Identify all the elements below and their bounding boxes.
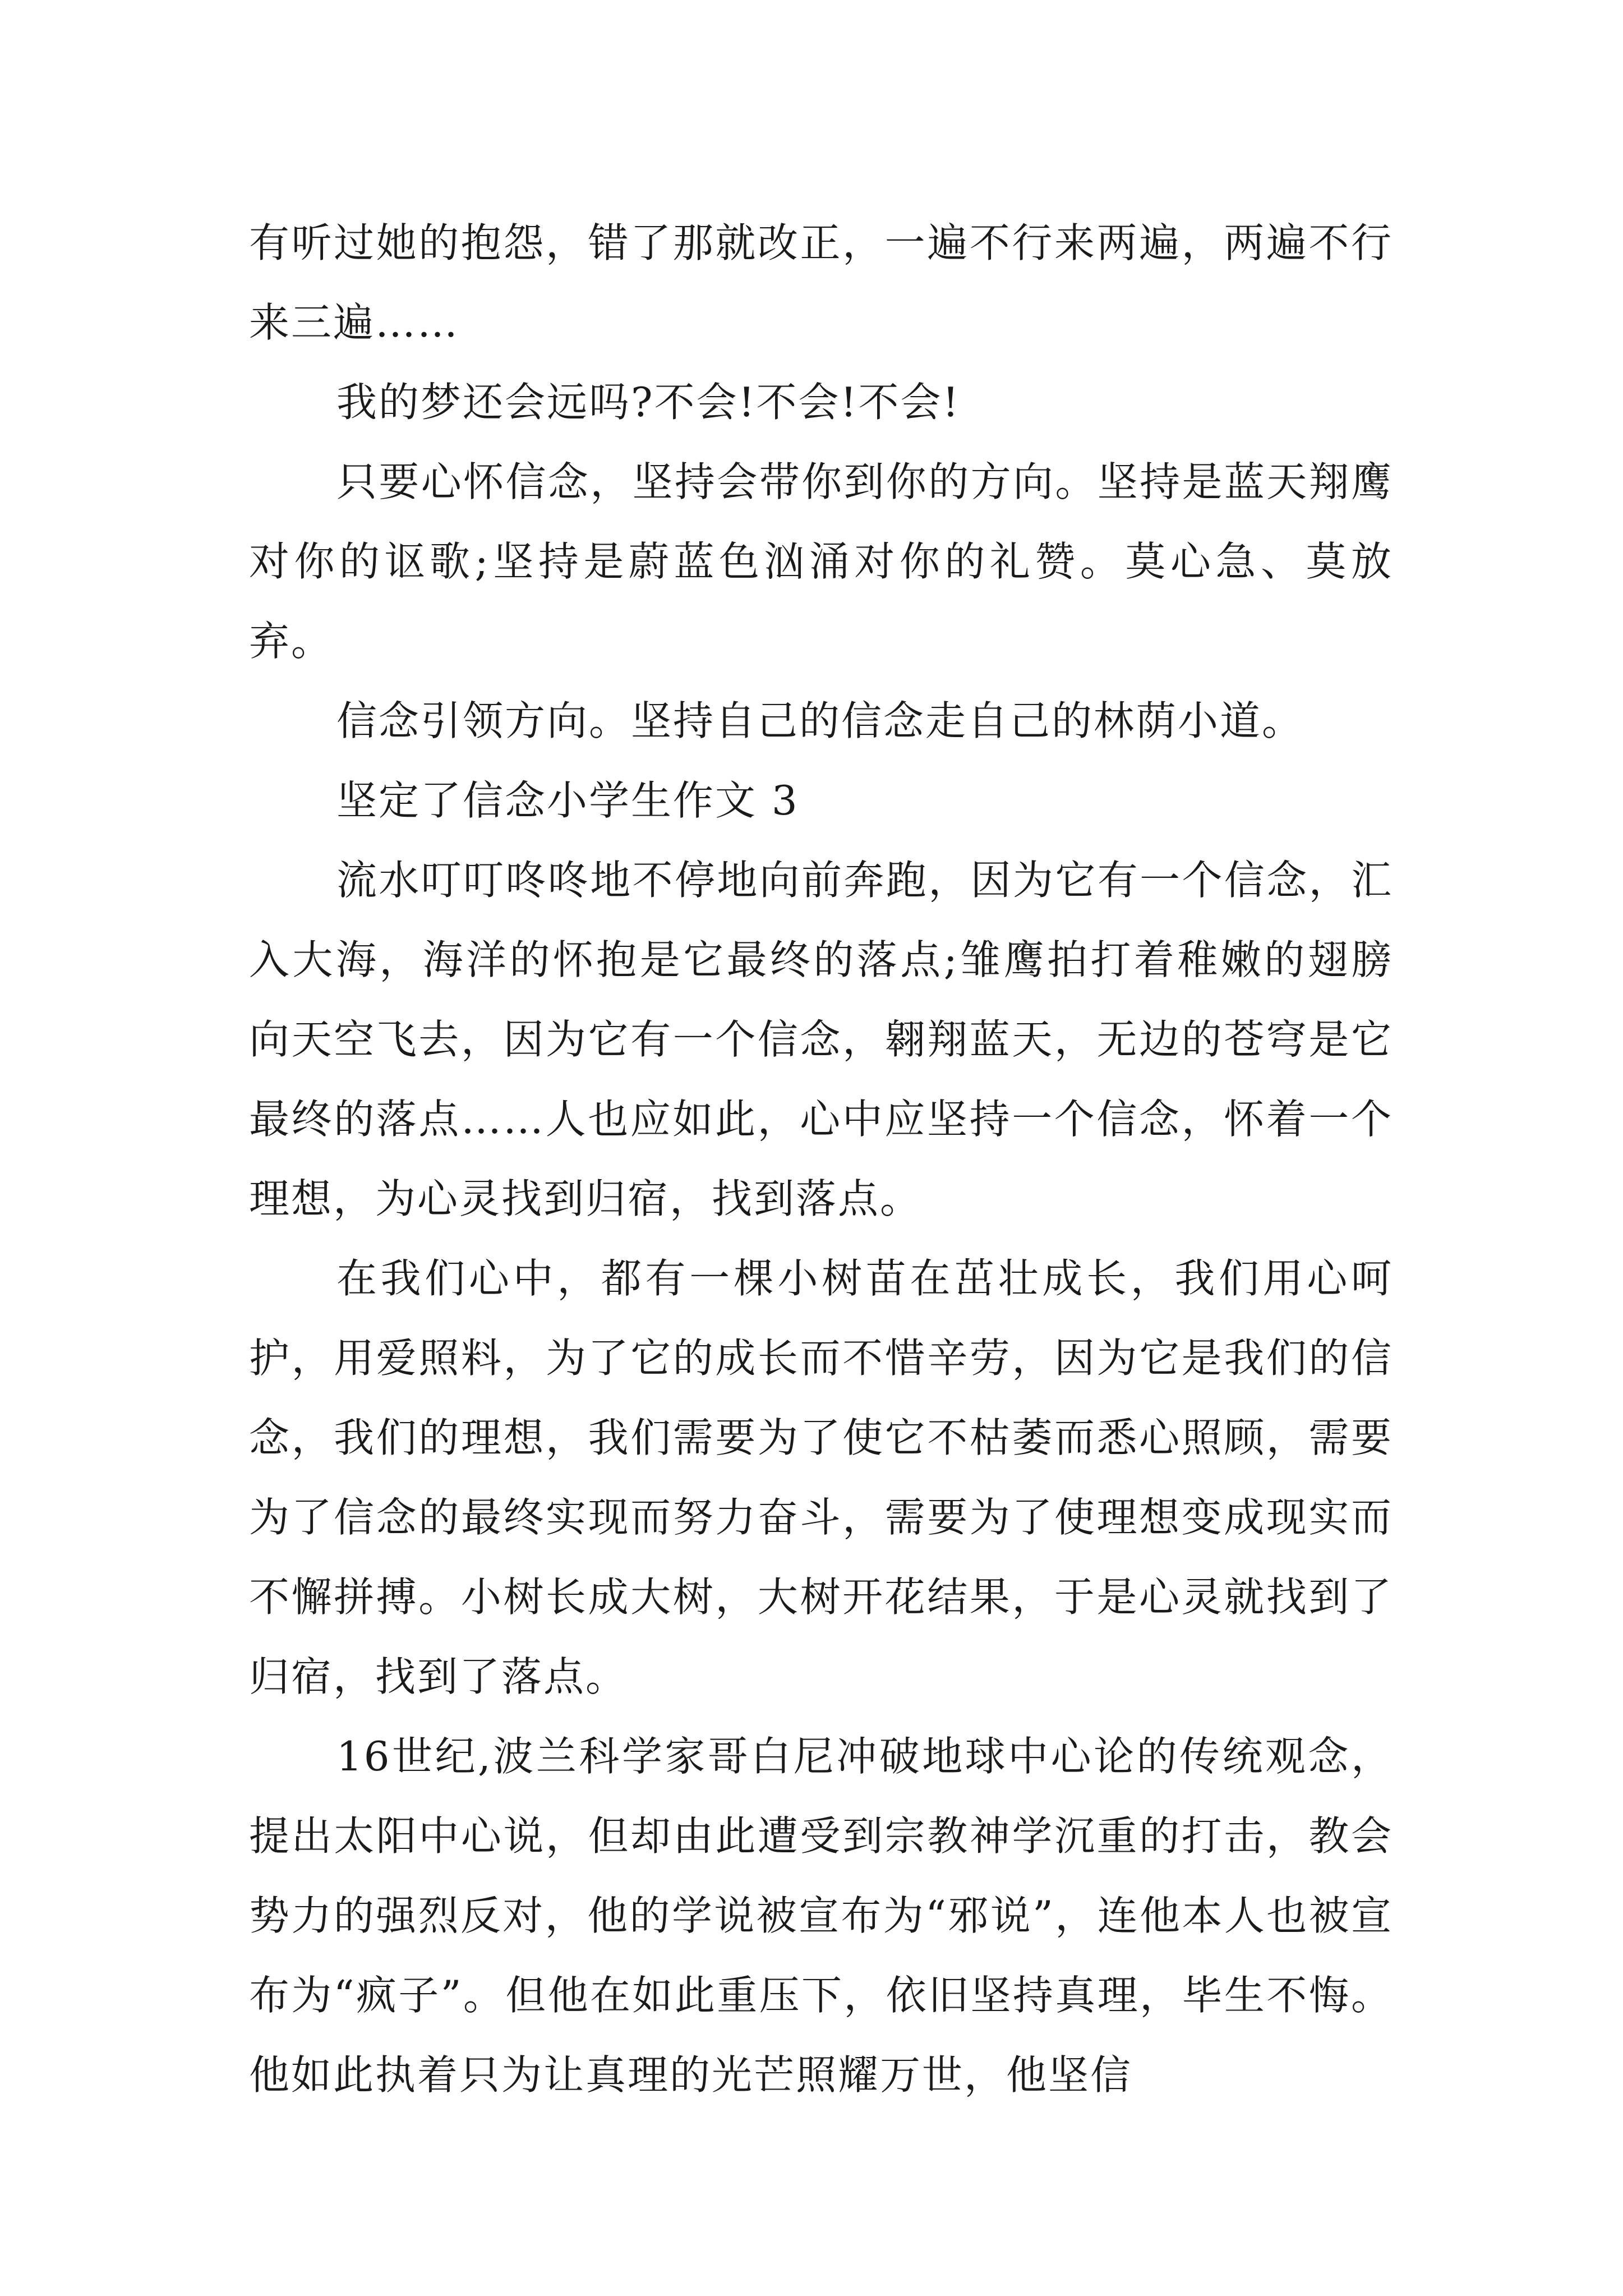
section-heading: 坚定了信念小学生作文 3 xyxy=(336,777,799,824)
paragraph-2: 我的梦还会远吗?不会!不会!不会! xyxy=(336,379,961,426)
paragraph-7: 16世纪,波兰科学家哥白尼冲破地球中心论的传统观念，提出太阳中心说，但却由此遭受到宗教神学沉重的打击，教会势力的强烈反对，他的学说被宣布为“邪说”，连他本人也被宣布为“疯子”。但他在如此重压下，依旧坚持真理，毕生不悔。他如此执着只为让真理的光芒照耀万世，他坚信 xyxy=(249,1733,1393,2099)
paragraph-6: 在我们心中，都有一棵小树苗在茁壮成长，我们用心呵护，用爱照料，为了它的成长而不惜辛劳，因为它是我们的信念，我们的理想，我们需要为了使它不枯萎而悉心照顾，需要为了信念的最终实现而努力奋斗，需要为了使理想变成现实而不懈拼搏。小树长成大树，大树开花结果，于是心灵就找到了归宿，找到了落点。 xyxy=(249,1255,1393,1700)
document-body xyxy=(249,203,1393,2115)
paragraph-3: 只要心怀信念，坚持会带你到你的方向。坚持是蓝天翔鹰对你的讴歌;坚持是蔚蓝色汹涌对你的礼赞。莫心急、莫放弃。 xyxy=(249,458,1393,665)
paragraph-5: 流水叮叮咚咚地不停地向前奔跑，因为它有一个信念，汇入大海，海洋的怀抱是它最终的落点;雏鹰拍打着稚嫩的翅膀向天空飞去，因为它有一个信念，翱翔蓝天，无边的苍穹是它最终的落点……人也应如此，心中应坚持一个信念，怀着一个理想，为心灵找到归宿，找到落点。 xyxy=(249,857,1393,1222)
paragraph-1: 有听过她的抱怨，错了那就改正，一遍不行来两遍，两遍不行来三遍…… xyxy=(249,219,1393,346)
paragraph-4: 信念引领方向。坚持自己的信念走自己的林荫小道。 xyxy=(336,697,1304,744)
